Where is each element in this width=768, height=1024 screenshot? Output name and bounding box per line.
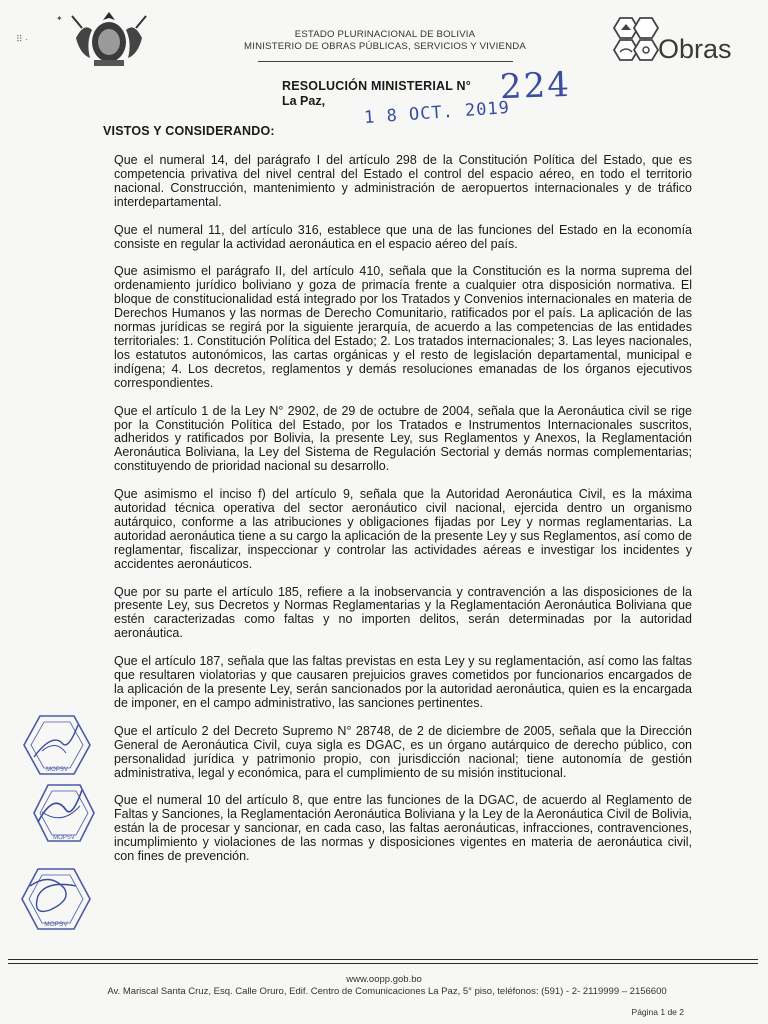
- paragraph-3: Que asimismo el parágrafo II, del artículo 410, señala que la Constitución es la norma suprema del ordenamiento jurídico boliviano y goza de primacía frente a cualquier otra disposición normativa. El bloque de constitucionalidad está integrado por los Tratados y Convenios internacionales en materia de Derechos Humanos y las normas de Derecho Comunitario, ratificados por el país. La aplicación de las normas jurídicas se regirá por la siguiente jerarquía, de acuerdo a las competencias de las entidades territoriales: 1. Constitución Política del Estado; 2. Los tratados internacionales; 3. Las leyes nacionales, los estatutos autonómicos, las cartas orgánicas y el resto de legislación departamental, municipal e indígena; 4. Los decretos, reglamentos y demás resoluciones emanadas de los órganos ejecutivos correspondientes.: [114, 264, 692, 390]
- crest-mark: ✦: [56, 14, 63, 23]
- seal-text: MOPSV: [46, 767, 68, 773]
- paragraph-4: Que el artículo 1 de la Ley N° 2902, de 29 de octubre de 2004, señala que la Aeronáutica civil se rige por la Constitución Política del Estado, por los Tratados e Instrumentos Internacionales suscritos, adheridos y ratificados por Bolivia, la presente Ley, sus Reglamentos y Anexos, la Reglamentación Aeronáutica Boliviana, la Ley del Sistema de Regulación Sectorial y demás normas complementarias; constituyendo de prioridad nacional su desarrollo.: [114, 403, 692, 474]
- approval-seal: [32, 782, 96, 844]
- paragraph-7: Que el artículo 187, señala que las faltas previstas en esta Ley y su reglamentación, así como las faltas que resultaren violatorias y que causaren prejuicios graves cometidos por funcionarios encargados de la aplicación de la presente Ley, serán sancionados por la autoridad aeronáutica, quien es la encargada de imponer, en el campo administrativo, las sanciones pertinentes.: [114, 654, 692, 710]
- footer-divider: [8, 959, 758, 960]
- footer-website: www.oopp.gob.bo: [346, 974, 422, 985]
- seal-text: MOPSV: [53, 835, 75, 841]
- paragraph-2: Que el numeral 11, del artículo 316, establece que una de las funciones del Estado en la economía consiste en regular la actividad aeronáutica en el espacio aéreo del país.: [114, 222, 692, 251]
- header-institution: [200, 29, 570, 53]
- document-body: [114, 154, 692, 878]
- margin-dash: [381, 604, 389, 605]
- ministry-name: MINISTERIO DE OBRAS PÚBLICAS, SERVICIOS Y VIVIENDA: [244, 41, 526, 52]
- obras-logo: [604, 14, 768, 66]
- footer-divider: [8, 963, 758, 964]
- obras-logo-text: Obras: [658, 34, 732, 64]
- resolution-place: La Paz,: [282, 94, 326, 108]
- resolution-date-stamp: 1 8 OCT. 2019: [363, 97, 511, 129]
- paragraph-8: Que el artículo 2 del Decreto Supremo N° 28748, de 2 de diciembre de 2005, señala que la Dirección General de Aeronáutica Civil, cuya sigla es DGAC, es un órgano autárquico de derecho público, con personalidad jurídica y patrimonio propio, con jurisdicción nacional; tiene autonomía de gestión administrativa, legal y económica, para el cumplimiento de su misión institucional.: [114, 723, 692, 780]
- corner-mark: ⠿ ·: [16, 34, 29, 44]
- approval-seal: [22, 713, 92, 777]
- state-name: ESTADO PLURINACIONAL DE BOLIVIA: [294, 29, 476, 40]
- header-divider: [258, 61, 513, 62]
- coat-of-arms-emblem: [68, 8, 150, 70]
- paragraph-9: Que el numeral 10 del artículo 8, que entre las funciones de la DGAC, de acuerdo al Reglamento de Faltas y Sanciones, la Reglamentación Aeronáutica Boliviana y la Ley de la Aeronáutica Civil de Bolivia, están la de procesar y sancionar, en cada caso, las faltas aeronáuticas, infracciones, contravenciones, incumplimiento y violaciones de las normas y disposiciones vigentes en materia de aeronáutica civil, con fines de prevención.: [114, 793, 692, 864]
- paragraph-5: Que asimismo el inciso f) del artículo 9, señala que la Autoridad Aeronáutica Civil, es la máxima autoridad técnica operativa del sector aeronáutico civil nacional, ejercida dentro un organismo autárquico, conforme a las atribuciones y obligaciones fijadas por Ley y normas reglamentarias. La autoridad aeronáutica tiene a su cargo la aplicación de la presente Ley y sus Reglamentos, así como de reglamentar, fiscalizar, inspeccionar y controlar las actividades aéreas e investigar los incidentes y accidentes aeronáuticos.: [114, 487, 692, 571]
- resolution-title: RESOLUCIÓN MINISTERIAL N°: [282, 79, 471, 93]
- paragraph-6: Que por su parte el artículo 185, refiere a la inobservancia y contravención a las disposiciones de la presente Ley, sus Decretos y Normas Reglamentarias y la Reglamentación Aeronáutica Boliviana que estén caracterizadas como faltas y no importen delitos, serán determinadas por la autoridad aeronáutica.: [114, 584, 692, 641]
- seal-text: MOPSV: [44, 921, 68, 928]
- approval-seal: [20, 866, 92, 932]
- page-number: Página 1 de 2: [631, 1007, 684, 1017]
- section-title: VISTOS Y CONSIDERANDO:: [103, 124, 275, 138]
- resolution-number-stamp: 224: [499, 64, 572, 108]
- footer-address: Av. Mariscal Santa Cruz, Esq. Calle Oruro, Edif. Centro de Comunicaciones La Paz, 5° piso, teléfonos: (591) - 2- 2119999 – 2156600: [107, 986, 667, 997]
- paragraph-1: Que el numeral 14, del parágrafo I del artículo 298 de la Constitución Política del Estado, que es competencia privativa del nivel central del Estado el control del espacio aéreo, en todo el territorio nacional. Construcción, mantenimiento y administración de aeropuertos internacionales y de tráfico interdepartamental.: [114, 153, 692, 209]
